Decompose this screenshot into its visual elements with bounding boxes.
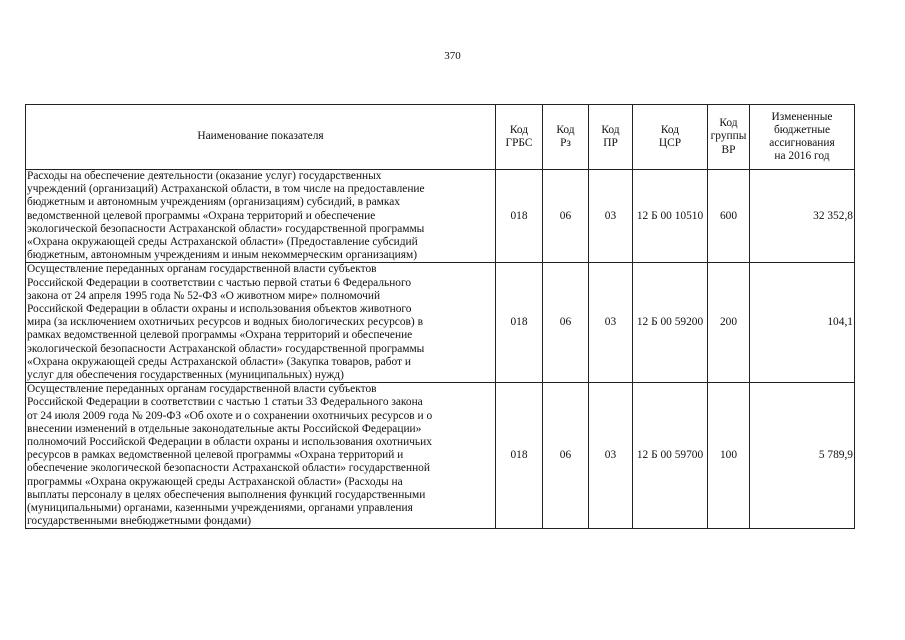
row-rz: 06 — [543, 170, 589, 263]
table-row — [26, 383, 855, 529]
header-rz: Код Рз — [543, 105, 589, 170]
row-vr: 200 — [708, 263, 750, 383]
header-pr: Код ПР — [589, 105, 633, 170]
row-name: Осуществление переданных органам государственной власти субъектов Российской Федерации в соответствии с частью первой статьи 6 Федерального закона от 24 апреля 1995 года № 52-ФЗ «О животном мире» полномочий Российской Федерации в области охраны и использования объектов животного мира (за исключением охотничьих ресурсов и водных биологических ресурсов) в рамках ведомственной целевой программы «Охрана территорий и обеспечение экологической безопасности Астраханской области» государственной программы «Охрана окружающей среды Астраханской области» (Закупка товаров, работ и услуг для обеспечения государственных (муниципальных) нужд) — [26, 263, 496, 383]
row-rz: 06 — [543, 383, 589, 529]
row-amount: 32 352,8 — [750, 170, 855, 263]
row-pr: 03 — [589, 263, 633, 383]
row-amount: 5 789,9 — [750, 383, 855, 529]
row-name: Осуществление переданных органам государственной власти субъектов Российской Федерации в соответствии с частью 1 статьи 33 Федерального закона от 24 июля 2009 года № 209-ФЗ «Об охоте и о сохранении охотничьих ресурсов и о внесении изменений в отдельные законодательные акты Российской Федерации» полномочий Российской Федерации в области охраны и использования охотничьих ресурсов в рамках ведомственной целевой программы «Охрана территорий и обеспечение экологической безопасности Астраханской области» государственной программы «Охрана окружающей среды Астраханской области» (Расходы на выплаты персоналу в целях обеспечения выполнения функций государственными (муниципальными) органами, казенными учреждениями, органами управления государственными внебюджетными фондами) — [26, 383, 496, 529]
row-csr: 12 Б 00 59700 — [633, 383, 708, 529]
header-row — [26, 105, 855, 170]
table-row — [26, 263, 855, 383]
row-csr: 12 Б 00 10510 — [633, 170, 708, 263]
header-grbs: Код ГРБС — [496, 105, 543, 170]
header-name: Наименование показателя — [26, 105, 496, 170]
row-pr: 03 — [589, 383, 633, 529]
row-pr: 03 — [589, 170, 633, 263]
header-csr: Код ЦСР — [633, 105, 708, 170]
row-vr: 600 — [708, 170, 750, 263]
budget-table — [25, 104, 855, 529]
row-grbs: 018 — [496, 263, 543, 383]
row-grbs: 018 — [496, 170, 543, 263]
header-vr: Код группы ВР — [708, 105, 750, 170]
header-amount: Измененные бюджетные ассигнования на 2016 год — [750, 105, 855, 170]
page-number: 370 — [444, 50, 461, 62]
table-row — [26, 170, 855, 263]
row-name: Расходы на обеспечение деятельности (оказание услуг) государственных учреждений (организаций) Астраханской области, в том числе на предоставление бюджетным и автономным учреждениям (организациям) субсидий, в рамках ведомственной целевой программы «Охрана территорий и обеспечение экологической безопасности Астраханской области» государственной программы «Охрана окружающей среды Астраханской области» (Предоставление субсидий бюджетным, автономным учреждениям и иным некоммерческим организациям) — [26, 170, 496, 263]
row-csr: 12 Б 00 59200 — [633, 263, 708, 383]
row-vr: 100 — [708, 383, 750, 529]
row-grbs: 018 — [496, 383, 543, 529]
row-rz: 06 — [543, 263, 589, 383]
row-amount: 104,1 — [750, 263, 855, 383]
